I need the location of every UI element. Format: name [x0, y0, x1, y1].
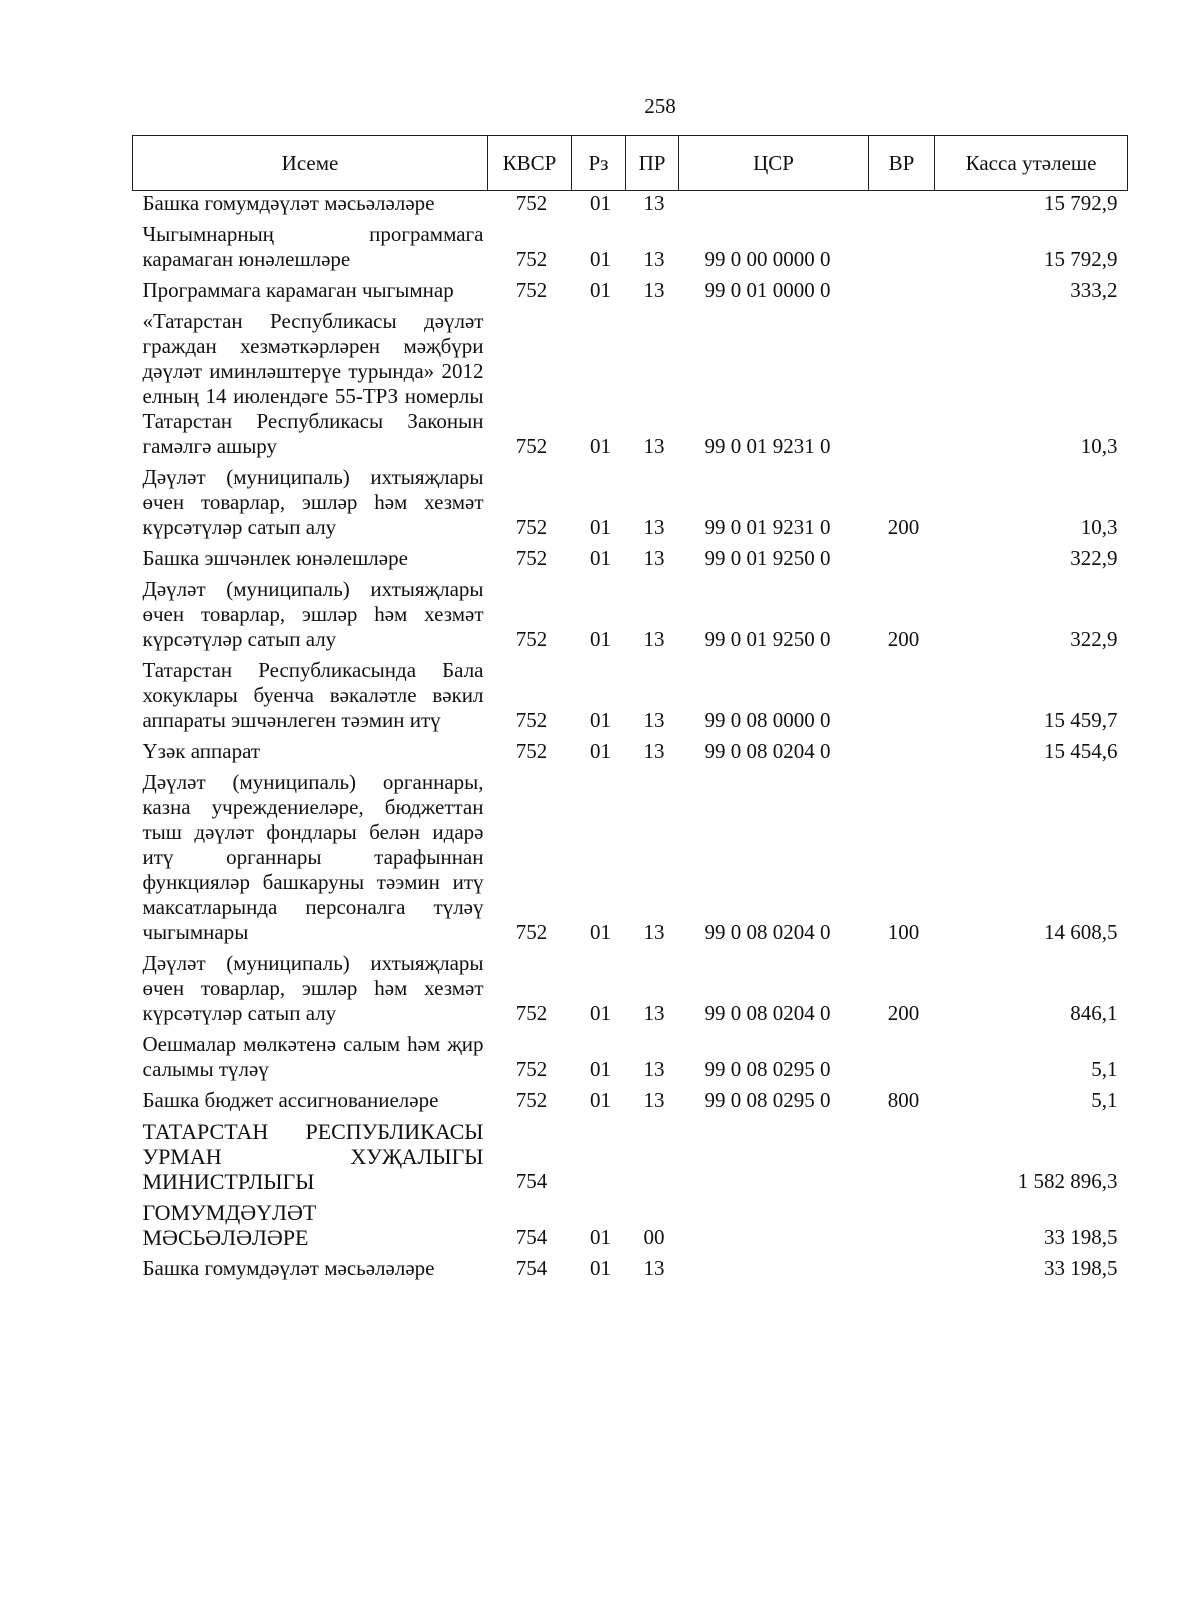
row-kvsr: 754 — [515, 1225, 548, 1249]
table-row — [133, 736, 1128, 767]
row-pr: 13 — [643, 1057, 665, 1081]
row-rz: 01 — [590, 627, 611, 651]
row-amount: 322,9 — [1070, 546, 1118, 570]
row-amount: 33 198,5 — [1044, 1225, 1118, 1249]
row-kvsr: 754 — [515, 1169, 548, 1193]
row-csr — [679, 1253, 869, 1284]
page-number: 258 — [644, 94, 676, 118]
table-row — [133, 767, 1128, 948]
row-kvsr: 752 — [515, 546, 548, 570]
row-name: ГОМУМДӘҮЛӘТ МӘСЬӘЛӘЛӘРЕ — [142, 1200, 317, 1250]
row-name: Программага карамаган чыгымнар — [142, 278, 454, 302]
row-rz: 01 — [590, 546, 611, 570]
row-csr: 99 0 00 0000 0 — [704, 247, 831, 271]
row-csr: 99 0 08 0295 0 — [704, 1057, 831, 1081]
row-name: Дәүләт (муниципаль) ихтыяҗлары өчен товарлар, эшләр һәм хезмәт күрсәтүләр сатып алу — [142, 577, 484, 651]
row-amount: 33 198,5 — [1044, 1256, 1118, 1280]
row-name: Башка гомумдәүләт мәсьәләләре — [142, 1256, 435, 1280]
table-row — [133, 1029, 1128, 1085]
row-kvsr: 754 — [515, 1256, 548, 1280]
row-kvsr: 752 — [515, 191, 548, 215]
row-amount: 5,1 — [1091, 1088, 1118, 1112]
row-amount: 10,3 — [1080, 434, 1118, 458]
row-pr: 13 — [643, 1088, 665, 1112]
table-row — [133, 275, 1128, 306]
row-name: Башка эшчәнлек юнәлешләре — [142, 546, 408, 570]
row-rz: 01 — [590, 1001, 611, 1025]
row-name: Оешмалар мөлкәтенә салым һәм җир салымы түләү — [142, 1032, 484, 1081]
row-amount: 10,3 — [1080, 515, 1118, 539]
row-rz: 01 — [590, 708, 611, 732]
row-kvsr: 752 — [515, 739, 548, 763]
row-kvsr: 752 — [515, 434, 548, 458]
row-csr: 99 0 08 0204 0 — [704, 1001, 831, 1025]
row-pr: 13 — [643, 515, 665, 539]
column-header-vr: ВР — [869, 136, 935, 191]
row-csr: 99 0 01 9250 0 — [704, 546, 831, 570]
row-vr — [869, 1116, 935, 1197]
row-vr: 800 — [887, 1088, 920, 1112]
table-row — [133, 306, 1128, 462]
row-vr: 200 — [887, 515, 920, 539]
row-name: ТАТАРСТАН РЕСПУБЛИКАСЫ УРМАН ХУҖАЛЫГЫ МИНИСТРЛЫГЫ — [142, 1119, 484, 1194]
row-vr — [869, 736, 935, 767]
row-rz: 01 — [590, 1057, 611, 1081]
row-csr — [679, 1197, 869, 1253]
table-row — [133, 1253, 1128, 1284]
table-header — [133, 136, 1128, 191]
row-rz: 01 — [590, 1088, 611, 1112]
row-vr: 200 — [887, 1001, 920, 1025]
row-csr: 99 0 08 0204 0 — [704, 739, 831, 763]
row-rz: 01 — [590, 1225, 611, 1249]
row-pr: 13 — [643, 708, 665, 732]
row-amount: 333,2 — [1070, 278, 1118, 302]
row-name: Чыгымнарның программага карамаган юнәлешләре — [142, 222, 484, 271]
table-row — [133, 191, 1128, 220]
row-csr: 99 0 01 9250 0 — [704, 627, 831, 651]
row-vr — [869, 1197, 935, 1253]
row-pr: 13 — [643, 627, 665, 651]
row-rz: 01 — [590, 1256, 611, 1280]
row-vr: 100 — [887, 920, 920, 944]
table-row — [133, 1116, 1128, 1197]
row-rz: 01 — [590, 278, 611, 302]
row-name: Дәүләт (муниципаль) ихтыяҗлары өчен товарлар, эшләр һәм хезмәт күрсәтүләр сатып алу — [142, 951, 484, 1025]
row-name: «Татарстан Республикасы дәүләт граждан хезмәткәрләрен мәҗбүри дәүләт иминләштерүе турында» 2012 елның 14 июлендәге 55-ТРЗ номерлы Татарстан Республикасы Законын гамәлгә ашыру — [142, 309, 484, 458]
row-name: Башка бюджет ассигнованиеләре — [142, 1088, 439, 1112]
column-header-name: Исеме — [133, 136, 488, 191]
row-csr — [679, 1116, 869, 1197]
row-vr — [869, 655, 935, 736]
table-row — [133, 1197, 1128, 1253]
row-vr — [869, 1253, 935, 1284]
row-pr — [626, 1116, 679, 1197]
row-kvsr: 752 — [515, 708, 548, 732]
row-rz: 01 — [590, 191, 611, 215]
row-vr — [869, 1029, 935, 1085]
row-csr: 99 0 01 9231 0 — [704, 515, 831, 539]
table-row — [133, 574, 1128, 655]
row-kvsr: 752 — [515, 278, 548, 302]
row-csr: 99 0 08 0204 0 — [704, 920, 831, 944]
row-amount: 15 792,9 — [1044, 247, 1118, 271]
budget-table — [132, 135, 1128, 1284]
row-csr: 99 0 01 0000 0 — [704, 278, 831, 302]
row-vr: 200 — [887, 627, 920, 651]
row-pr: 00 — [643, 1225, 665, 1249]
row-rz: 01 — [590, 247, 611, 271]
row-name: Дәүләт (муниципаль) органнары, казна учреждениеләре, бюджеттан тыш дәүләт фондлары белән идарә итү органнары тарафыннан функцияләр башкаруны тәэмин итү максатларында персоналга түләү чыгымнары — [142, 770, 484, 944]
table-row — [133, 655, 1128, 736]
row-vr — [869, 543, 935, 574]
table-row — [133, 462, 1128, 543]
row-kvsr: 752 — [515, 1057, 548, 1081]
row-kvsr: 752 — [515, 920, 548, 944]
row-pr: 13 — [643, 191, 665, 215]
row-name: Дәүләт (муниципаль) ихтыяҗлары өчен товарлар, эшләр һәм хезмәт күрсәтүләр сатып алу — [142, 465, 484, 539]
row-pr: 13 — [643, 1256, 665, 1280]
row-pr: 13 — [643, 247, 665, 271]
row-kvsr: 752 — [515, 1088, 548, 1112]
row-kvsr: 752 — [515, 1001, 548, 1025]
row-kvsr: 752 — [515, 247, 548, 271]
row-amount: 14 608,5 — [1044, 920, 1118, 944]
row-vr — [869, 219, 935, 275]
row-csr: 99 0 01 9231 0 — [704, 434, 831, 458]
row-csr: 99 0 08 0295 0 — [704, 1088, 831, 1112]
row-name: Татарстан Республикасында Бала хокуклары буенча вәкаләтле вәкил аппараты эшчәнлеген тәэмин итү — [142, 658, 484, 732]
table-row — [133, 543, 1128, 574]
column-header-rz: Рз — [572, 136, 626, 191]
row-amount: 846,1 — [1070, 1001, 1118, 1025]
row-rz — [572, 1116, 626, 1197]
table-body — [133, 191, 1128, 1285]
row-pr: 13 — [643, 546, 665, 570]
row-pr: 13 — [643, 278, 665, 302]
row-kvsr: 752 — [515, 627, 548, 651]
row-amount: 322,9 — [1070, 627, 1118, 651]
row-vr — [869, 306, 935, 462]
table-row — [133, 1085, 1128, 1116]
row-name: Башка гомумдәүләт мәсьәләләре — [142, 191, 435, 215]
row-csr — [679, 191, 869, 220]
row-rz: 01 — [590, 739, 611, 763]
row-rz: 01 — [590, 515, 611, 539]
row-csr: 99 0 08 0000 0 — [704, 708, 831, 732]
row-vr — [869, 191, 935, 220]
row-pr: 13 — [643, 1001, 665, 1025]
column-header-kvsr: КВСР — [488, 136, 572, 191]
column-header-pr: ПР — [626, 136, 679, 191]
column-header-csr: ЦСР — [679, 136, 869, 191]
table-row — [133, 219, 1128, 275]
row-pr: 13 — [643, 920, 665, 944]
row-name: Үзәк аппарат — [142, 739, 261, 763]
row-amount: 1 582 896,3 — [1017, 1169, 1118, 1193]
row-amount: 15 454,6 — [1044, 739, 1118, 763]
row-rz: 01 — [590, 434, 611, 458]
row-vr — [869, 275, 935, 306]
row-amount: 15 792,9 — [1044, 191, 1118, 215]
row-amount: 5,1 — [1091, 1057, 1118, 1081]
row-pr: 13 — [643, 434, 665, 458]
table-row — [133, 948, 1128, 1029]
row-rz: 01 — [590, 920, 611, 944]
row-amount: 15 459,7 — [1044, 708, 1118, 732]
row-kvsr: 752 — [515, 515, 548, 539]
row-pr: 13 — [643, 739, 665, 763]
column-header-amount: Касса утәлеше — [935, 136, 1128, 191]
